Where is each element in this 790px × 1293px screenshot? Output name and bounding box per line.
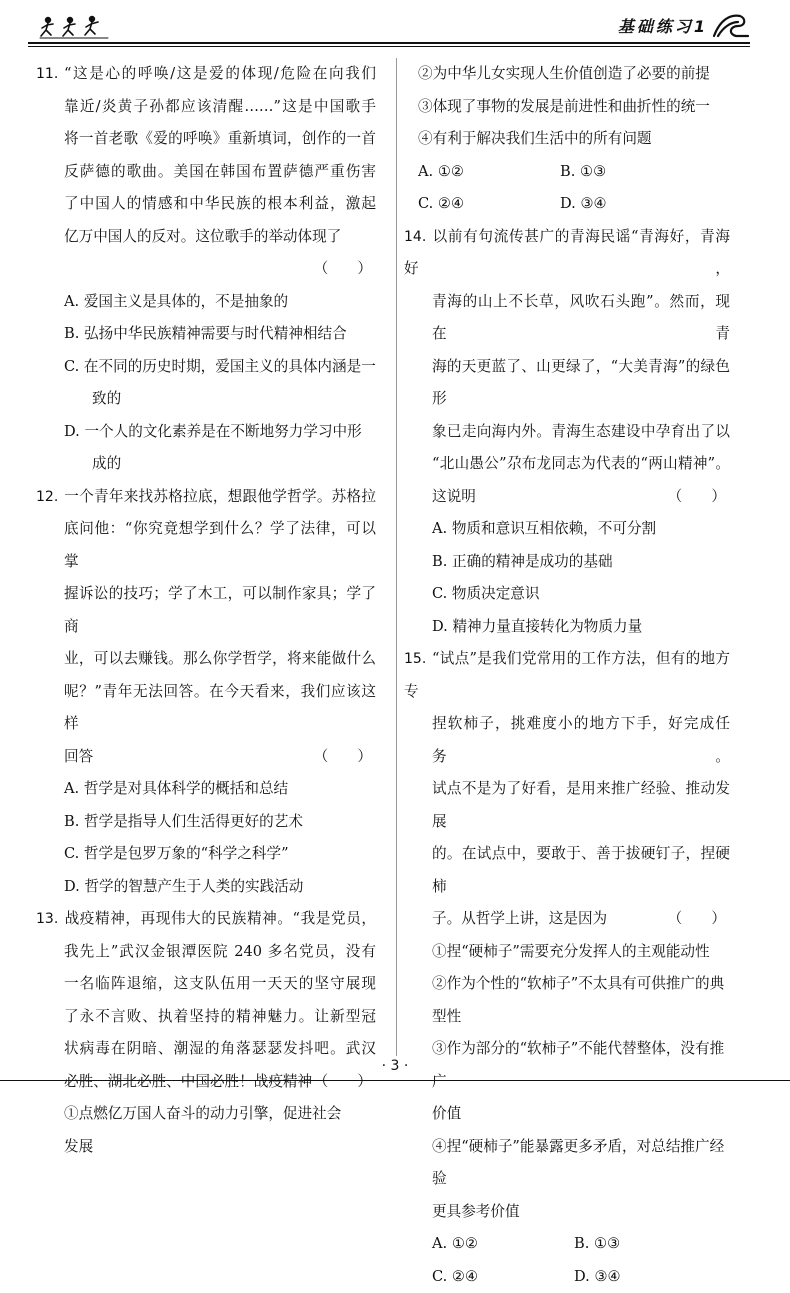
statement-3: ③作为部分的“软柿子”不能代替整体，没有推广 (404, 1033, 730, 1098)
question-number: 14. (404, 221, 432, 254)
statement-1: ①捏“硬柿子”需要充分发挥人的主观能动性 (404, 936, 730, 969)
answer-bracket: （ ） (668, 903, 726, 936)
option-c: C. ②④ (432, 1261, 574, 1293)
option-d: D. ③④ (574, 1261, 716, 1293)
question-15: 15. “试点”是我们党常用的工作方法，但有的地方专 捏软柿子，挑难度小的地方下手，好完成任务。 试点不是为了好看，是用来推广经验、推动发展 的。在试点中，要敢于、善于拔硬钉子，捏硬柿 子。从哲学上讲，这是因为 （ ） ①捏“硬柿子”需要充分发挥人的主观能动性 ②作为个性的“软柿子”不太具有可供推广的典 型性 ③作为部分的“软柿子”不能代替整体，没有推广 价值 ④捏“硬柿子”能暴露更多矛盾，对总结推广经验 更具参考价值 A. ①② B. ①③ C. ②④ D. ③④ (404, 643, 730, 1293)
statement-2: ②为中华儿女实现人生价值创造了必要的前提 (418, 58, 730, 91)
option-d: D. 精神力量直接转化为物质力量 (404, 611, 730, 644)
option-c: C. 物质决定意识 (404, 578, 730, 611)
question-13-continued (418, 58, 730, 221)
option-a: A. 爱国主义是具体的，不是抽象的 (36, 286, 376, 319)
page-number: · 3 · (0, 1058, 790, 1074)
question-number: 12. (36, 481, 64, 514)
option-c: C. ②④ (418, 188, 560, 221)
statement-4: ④有利于解决我们生活中的所有问题 (418, 123, 730, 156)
answer-bracket: （ ） (314, 741, 372, 774)
option-d: D. 一个人的文化素养是在不断地努力学习中形 (36, 416, 376, 449)
answer-bracket: （ ） (314, 1066, 372, 1099)
option-a: A. 哲学是对具体科学的概括和总结 (36, 773, 376, 806)
question-14: 14. 以前有句流传甚广的青海民谣“青海好，青海好， 青海的山上不长草，风吹石头跑”。然而，现在青 海的天更蓝了、山更绿了，“大美青海”的绿色形 象已走向海内外。青海生态建设中孕育出了以 “北山愚公”尕布龙同志为代表的“两山精神”。 这说明 （ ） A. 物质和意识互相依赖，不可分割 B. 正确的精神是成功的基础 C. 物质决定意识 D. 精神力量直接转化为物质力量 (404, 221, 730, 644)
statement-2: ②作为个性的“软柿子”不太具有可供推广的典 (404, 968, 730, 1001)
running-figures-icon (38, 14, 110, 40)
option-a: A. ①② (432, 1228, 574, 1261)
option-b: B. ①③ (560, 156, 702, 189)
left-column (36, 58, 376, 1163)
question-number: 13. (36, 903, 64, 936)
option-d: D. ③④ (560, 188, 702, 221)
option-a: A. 物质和意识互相依赖，不可分割 (404, 513, 730, 546)
option-b: B. 正确的精神是成功的基础 (404, 546, 730, 579)
statement-4: ④捏“硬柿子”能暴露更多矛盾，对总结推广经验 (404, 1131, 730, 1196)
option-c: C. 在不同的历史时期，爱国主义的具体内涵是一 (36, 351, 376, 384)
column-divider (396, 58, 397, 1056)
question-number: 11. (36, 58, 64, 91)
statement-1: ①点燃亿万国人奋斗的动力引擎，促进社会 (36, 1098, 376, 1131)
statement-3: ③体现了事物的发展是前进性和曲折性的统一 (418, 91, 730, 124)
question-number: 15. (404, 643, 432, 676)
footer-rule (0, 1080, 790, 1081)
answer-bracket: （ ） (668, 481, 726, 514)
header-rule-thin (28, 46, 750, 47)
question-13: 13. 战疫精神，再现伟大的民族精神。“我是党员， 我先上”武汉金银潭医院 240 多名党员，没有 一名临阵退缩，这支队伍用一天天的坚守展现 了永不言败、执着坚持的精神魅力。让新型冠 状病毒在阴暗、潮湿的角落瑟瑟发抖吧。武汉 必胜、湖北必胜、中国必胜！战疫精神 （ ） ①点燃亿万国人奋斗的动力引擎，促进社会 发展 (36, 903, 376, 1163)
header-title: 基础练习1 (618, 14, 708, 37)
question-11: 11. “这是心的呼唤/这是爱的体现/危险在向我们 靠近/炎黄子孙都应该清醒……”这是中国歌手 将一首老歌《爱的呼唤》重新填词，创作的一首 反萨德的歌曲。美国在韩国布置萨德严重伤害 了中国人的情感和中华民族的根本利益，激起 亿万中国人的反对。这位歌手的举动体现了 （ ） A. 爱国主义是具体的，不是抽象的 B. 弘扬中华民族精神需要与时代精神相结合 C. 在不同的历史时期，爱国主义的具体内涵是一 致的 D. 一个人的文化素养是在不断地努力学习中形 成的 (36, 58, 376, 481)
option-b: B. 弘扬中华民族精神需要与时代精神相结合 (36, 318, 376, 351)
header-rule (28, 42, 750, 44)
right-column (418, 58, 730, 1293)
option-d: D. 哲学的智慧产生于人类的实践活动 (36, 871, 376, 904)
option-b: B. ①③ (574, 1228, 716, 1261)
option-c: C. 哲学是包罗万象的“科学之科学” (36, 838, 376, 871)
swirl-logo-icon (710, 10, 750, 40)
option-b: B. 哲学是指导人们生活得更好的艺术 (36, 806, 376, 839)
answer-bracket: （ ） (36, 253, 376, 286)
option-a: A. ①② (418, 156, 560, 189)
question-12: 12. 一个青年来找苏格拉底，想跟他学哲学。苏格拉 底问他：“你究竟想学到什么？学了法律，可以掌 握诉讼的技巧；学了木工，可以制作家具；学了商 业，可以去赚钱。那么你学哲学，将来能做什么 呢？”青年无法回答。在今天看来，我们应该这样 回答 （ ） A. 哲学是对具体科学的概括和总结 B. 哲学是指导人们生活得更好的艺术 C. 哲学是包罗万象的“科学之科学” D. 哲学的智慧产生于人类的实践活动 (36, 481, 376, 904)
